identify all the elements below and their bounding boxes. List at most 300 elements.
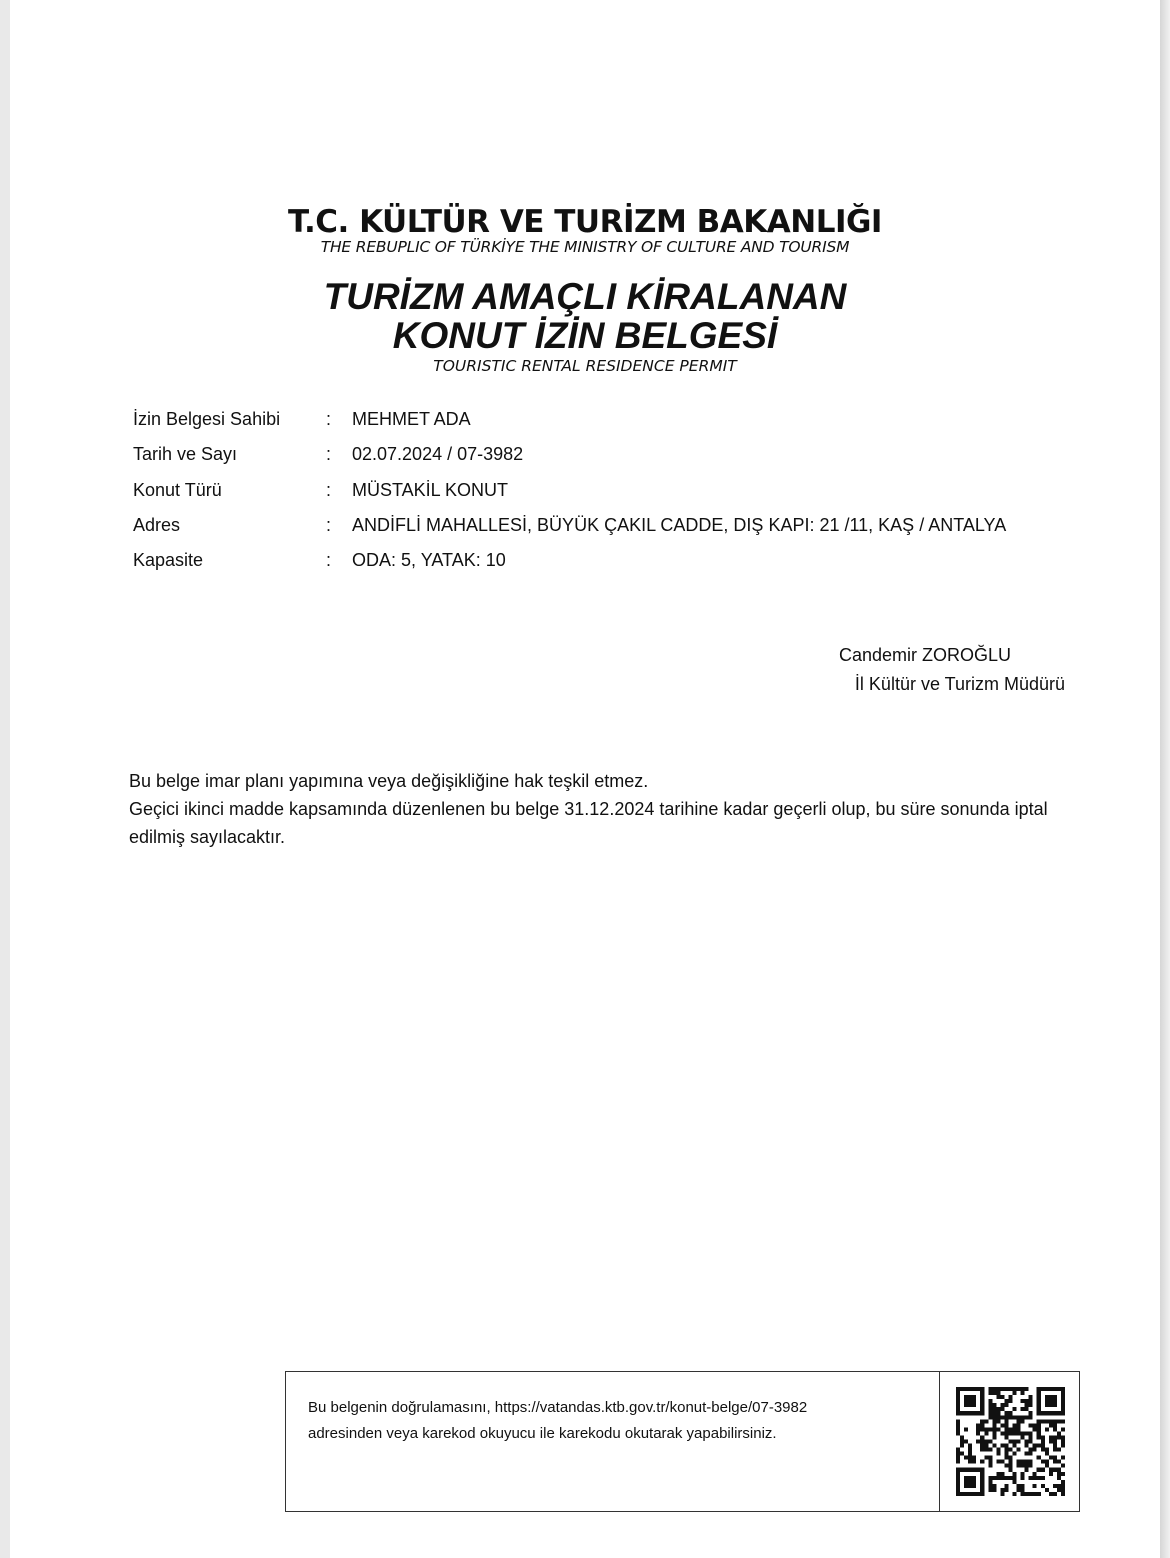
qr-module	[1053, 1399, 1057, 1403]
qr-module	[956, 1423, 960, 1427]
qr-module	[996, 1452, 1000, 1456]
qr-module	[968, 1399, 972, 1403]
qr-module	[1017, 1460, 1021, 1464]
qr-module	[992, 1407, 996, 1411]
qr-module	[964, 1484, 968, 1488]
qr-module	[1013, 1476, 1017, 1480]
qr-module	[956, 1411, 960, 1415]
qr-module	[980, 1419, 984, 1423]
qr-module	[988, 1399, 992, 1403]
qr-module	[1061, 1480, 1065, 1484]
qr-module	[1061, 1399, 1065, 1403]
qr-module	[1061, 1403, 1065, 1407]
qr-module	[992, 1419, 996, 1423]
document-title-english: TOURISTIC RENTAL RESIDENCE PERMIT	[433, 357, 737, 375]
qr-module	[1025, 1444, 1029, 1448]
qr-module	[992, 1411, 996, 1415]
qr-module	[1004, 1387, 1008, 1391]
qr-module	[980, 1411, 984, 1415]
qr-module	[964, 1403, 968, 1407]
qr-module	[988, 1488, 992, 1492]
qr-module	[1029, 1492, 1033, 1496]
qr-module	[1021, 1460, 1025, 1464]
qr-module	[1061, 1472, 1065, 1476]
qr-module	[1045, 1387, 1049, 1391]
qr-module	[1000, 1472, 1004, 1476]
qr-module	[1057, 1431, 1061, 1435]
qr-module	[960, 1468, 964, 1472]
qr-module	[992, 1444, 996, 1448]
qr-module	[1008, 1460, 1012, 1464]
qr-module	[956, 1448, 960, 1452]
qr-module	[992, 1488, 996, 1492]
qr-module	[996, 1395, 1000, 1399]
qr-module	[960, 1411, 964, 1415]
qr-module	[1004, 1427, 1008, 1431]
verification-box	[285, 1371, 1080, 1512]
qr-module	[972, 1484, 976, 1488]
qr-module	[1017, 1484, 1021, 1488]
qr-module	[1041, 1439, 1045, 1443]
qr-module	[1000, 1444, 1004, 1448]
qr-module	[1061, 1492, 1065, 1496]
qr-module	[980, 1484, 984, 1488]
qr-module	[956, 1476, 960, 1480]
qr-module	[992, 1427, 996, 1431]
qr-module	[1033, 1423, 1037, 1427]
qr-module	[1008, 1395, 1012, 1399]
qr-module	[1025, 1407, 1029, 1411]
qr-module	[988, 1427, 992, 1431]
qr-module	[972, 1411, 976, 1415]
ministry-name-english: THE REBUPLIC OF TÜRKİYE THE MINISTRY OF CULTURE AND TOURISM	[320, 238, 850, 256]
qr-module	[996, 1411, 1000, 1415]
qr-module	[1029, 1423, 1033, 1427]
qr-module	[980, 1492, 984, 1496]
qr-module	[1029, 1403, 1033, 1407]
qr-module	[1029, 1460, 1033, 1464]
qr-module	[980, 1439, 984, 1443]
qr-module	[968, 1411, 972, 1415]
qr-module	[1013, 1427, 1017, 1431]
qr-module	[1041, 1484, 1045, 1488]
qr-module	[976, 1387, 980, 1391]
qr-module	[1033, 1492, 1037, 1496]
qr-module	[1017, 1419, 1021, 1423]
qr-module	[964, 1387, 968, 1391]
field-value: 02.07.2024 / 07-3982	[352, 444, 524, 464]
qr-module	[1013, 1407, 1017, 1411]
qr-module	[976, 1411, 980, 1415]
qr-module	[1004, 1476, 1008, 1480]
field-value: MEHMET ADA	[352, 409, 471, 429]
field-label: İzin Belgesi Sahibi	[133, 409, 281, 429]
qr-module	[1021, 1391, 1025, 1395]
qr-module	[972, 1476, 976, 1480]
qr-module	[1021, 1464, 1025, 1468]
qr-module	[1041, 1448, 1045, 1452]
qr-module	[1008, 1456, 1012, 1460]
qr-module	[1029, 1411, 1033, 1415]
qr-module	[1029, 1439, 1033, 1443]
qr-module	[1000, 1476, 1004, 1480]
qr-module	[996, 1448, 1000, 1452]
qr-module	[1053, 1423, 1057, 1427]
qr-module	[968, 1444, 972, 1448]
qr-module	[980, 1387, 984, 1391]
qr-module	[972, 1468, 976, 1472]
qr-module	[1049, 1439, 1053, 1443]
qr-module	[968, 1480, 972, 1484]
qr-module	[1041, 1419, 1045, 1423]
qr-module	[1008, 1464, 1012, 1468]
field-colon: :	[326, 409, 332, 429]
qr-module	[980, 1448, 984, 1452]
qr-module	[1033, 1427, 1037, 1431]
qr-module	[956, 1391, 960, 1395]
qr-module	[984, 1456, 988, 1460]
qr-module	[1025, 1387, 1029, 1391]
qr-module	[1013, 1444, 1017, 1448]
qr-module	[1029, 1464, 1033, 1468]
qr-module	[1037, 1431, 1041, 1435]
qr-module	[1037, 1456, 1041, 1460]
qr-module	[980, 1427, 984, 1431]
qr-module	[1000, 1431, 1004, 1435]
field-colon: :	[326, 480, 332, 500]
qr-module	[1025, 1399, 1029, 1403]
qr-module	[972, 1403, 976, 1407]
qr-module	[1057, 1488, 1061, 1492]
qr-module	[988, 1448, 992, 1452]
qr-module	[996, 1391, 1000, 1395]
qr-module	[964, 1395, 968, 1399]
qr-module	[1013, 1472, 1017, 1476]
qr-module	[960, 1439, 964, 1443]
qr-module	[1045, 1399, 1049, 1403]
qr-module	[1017, 1387, 1021, 1391]
qr-module	[1008, 1427, 1012, 1431]
qr-module	[1057, 1472, 1061, 1476]
qr-module	[1017, 1431, 1021, 1435]
qr-module	[984, 1439, 988, 1443]
qr-module	[980, 1435, 984, 1439]
qr-module	[988, 1456, 992, 1460]
qr-module	[1000, 1415, 1004, 1419]
qr-module	[996, 1427, 1000, 1431]
qr-module	[1057, 1476, 1061, 1480]
qr-module	[980, 1488, 984, 1492]
qr-module	[956, 1484, 960, 1488]
signatory-name: Candemir ZOROĞLU	[838, 645, 1012, 665]
qr-module	[976, 1431, 980, 1435]
qr-module	[1025, 1431, 1029, 1435]
qr-module	[1061, 1444, 1065, 1448]
qr-module	[1037, 1391, 1041, 1395]
qr-module	[1000, 1407, 1004, 1411]
qr-module	[1025, 1468, 1029, 1472]
field-value: MÜSTAKİL KONUT	[352, 480, 509, 500]
qr-module	[1049, 1411, 1053, 1415]
qr-module	[992, 1391, 996, 1395]
qr-module	[1053, 1395, 1057, 1399]
qr-module	[1004, 1399, 1008, 1403]
qr-module	[1017, 1488, 1021, 1492]
qr-module	[956, 1468, 960, 1472]
qr-module	[1004, 1431, 1008, 1435]
qr-module	[1021, 1492, 1025, 1496]
qr-module	[1021, 1419, 1025, 1423]
qr-module	[1045, 1452, 1049, 1456]
qr-module	[1017, 1439, 1021, 1443]
qr-module	[1021, 1435, 1025, 1439]
qr-module	[1013, 1452, 1017, 1456]
qr-module	[1049, 1403, 1053, 1407]
qr-module	[1008, 1415, 1012, 1419]
qr-module	[964, 1476, 968, 1480]
qr-module	[996, 1460, 1000, 1464]
field-label: Tarih ve Sayı	[133, 444, 238, 464]
qr-module	[1057, 1411, 1061, 1415]
qr-module	[1037, 1492, 1041, 1496]
qr-module	[1049, 1472, 1053, 1476]
qr-module	[1008, 1431, 1012, 1435]
qr-module	[1049, 1492, 1053, 1496]
qr-module	[1045, 1419, 1049, 1423]
qr-module	[1053, 1456, 1057, 1460]
document-title-line-2: KONUT İZİN BELGESİ	[392, 315, 778, 356]
qr-module	[980, 1403, 984, 1407]
qr-module	[1013, 1423, 1017, 1427]
qr-module	[1021, 1476, 1025, 1480]
qr-module	[996, 1472, 1000, 1476]
qr-module	[1053, 1468, 1057, 1472]
qr-module	[996, 1387, 1000, 1391]
qr-module	[1033, 1448, 1037, 1452]
qr-module	[1049, 1387, 1053, 1391]
ministry-name: T.C. KÜLTÜR VE TURİZM BAKANLIĞI	[288, 204, 882, 240]
qr-module	[1004, 1435, 1008, 1439]
qr-module	[1021, 1472, 1025, 1476]
qr-module	[976, 1468, 980, 1472]
qr-module	[1029, 1399, 1033, 1403]
qr-module	[988, 1391, 992, 1395]
qr-module	[1045, 1403, 1049, 1407]
qr-module	[956, 1472, 960, 1476]
qr-module	[972, 1387, 976, 1391]
qr-module	[984, 1431, 988, 1435]
qr-module	[988, 1411, 992, 1415]
qr-module	[960, 1444, 964, 1448]
qr-module	[980, 1480, 984, 1484]
qr-module	[1025, 1464, 1029, 1468]
qr-module	[964, 1427, 968, 1431]
qr-module	[1061, 1411, 1065, 1415]
qr-module	[984, 1444, 988, 1448]
qr-module	[1041, 1387, 1045, 1391]
qr-module	[972, 1460, 976, 1464]
note-validity: Geçici ikinci madde kapsamında düzenlenen bu belge 31.12.2024 tarihine kadar geçerli olup, bu süre sonunda iptal edilmiş sayılacaktır.	[129, 799, 1048, 847]
qr-module	[1025, 1439, 1029, 1443]
qr-module	[1033, 1472, 1037, 1476]
qr-module	[1037, 1427, 1041, 1431]
qr-module	[972, 1480, 976, 1484]
qr-module	[1053, 1444, 1057, 1448]
qr-module	[1021, 1387, 1025, 1391]
qr-module	[1053, 1403, 1057, 1407]
qr-module	[1049, 1395, 1053, 1399]
qr-module	[988, 1407, 992, 1411]
qr-module	[1004, 1444, 1008, 1448]
qr-module	[1041, 1411, 1045, 1415]
qr-module	[976, 1439, 980, 1443]
qr-module	[968, 1468, 972, 1472]
qr-module	[1057, 1387, 1061, 1391]
qr-module	[1017, 1427, 1021, 1431]
qr-module	[1000, 1403, 1004, 1407]
qr-module	[1061, 1435, 1065, 1439]
qr-module	[988, 1484, 992, 1488]
qr-module	[1021, 1407, 1025, 1411]
qr-module	[968, 1448, 972, 1452]
qr-module	[992, 1423, 996, 1427]
qr-module	[1004, 1452, 1008, 1456]
qr-module	[984, 1419, 988, 1423]
qr-module	[980, 1399, 984, 1403]
qr-module	[968, 1403, 972, 1407]
qr-module	[972, 1492, 976, 1496]
qr-module	[996, 1407, 1000, 1411]
signatory-title: İl Kültür ve Turizm Müdürü	[854, 674, 1065, 694]
qr-module	[1004, 1484, 1008, 1488]
qr-module	[972, 1395, 976, 1399]
qr-module	[1029, 1395, 1033, 1399]
qr-module	[1037, 1399, 1041, 1403]
qr-module	[1037, 1444, 1041, 1448]
qr-module	[1025, 1460, 1029, 1464]
qr-module	[1029, 1452, 1033, 1456]
qr-module	[1017, 1464, 1021, 1468]
qr-module	[972, 1456, 976, 1460]
qr-module	[988, 1464, 992, 1468]
qr-module	[976, 1427, 980, 1431]
qr-module	[988, 1480, 992, 1484]
qr-module	[972, 1399, 976, 1403]
page-edge-shadow	[1160, 0, 1170, 1558]
qr-module	[1004, 1456, 1008, 1460]
qr-module	[1037, 1476, 1041, 1480]
qr-module	[968, 1484, 972, 1488]
qr-module	[996, 1476, 1000, 1480]
qr-module	[1053, 1411, 1057, 1415]
qr-module	[956, 1427, 960, 1431]
qr-module	[1025, 1403, 1029, 1407]
qr-module	[956, 1431, 960, 1435]
qr-module	[1057, 1460, 1061, 1464]
qr-module	[1037, 1419, 1041, 1423]
verification-divider	[939, 1372, 940, 1511]
qr-module	[1037, 1407, 1041, 1411]
qr-module	[1004, 1464, 1008, 1468]
qr-module	[1008, 1387, 1012, 1391]
field-colon: :	[326, 515, 332, 535]
qr-module	[956, 1456, 960, 1460]
qr-module	[968, 1395, 972, 1399]
qr-module	[1061, 1484, 1065, 1488]
field-value: ODA: 5, YATAK: 10	[352, 550, 506, 570]
field-label: Kapasite	[133, 550, 204, 570]
qr-module	[1013, 1391, 1017, 1395]
qr-module	[1049, 1419, 1053, 1423]
qr-module	[1033, 1444, 1037, 1448]
qr-module	[960, 1435, 964, 1439]
qr-module	[968, 1387, 972, 1391]
qr-module	[992, 1476, 996, 1480]
qr-module	[968, 1492, 972, 1496]
qr-module	[1017, 1415, 1021, 1419]
qr-module	[1061, 1395, 1065, 1399]
qr-module	[1061, 1456, 1065, 1460]
qr-code-icon[interactable]	[956, 1387, 1065, 1496]
qr-module	[1008, 1476, 1012, 1480]
qr-module	[1004, 1488, 1008, 1492]
qr-module	[996, 1415, 1000, 1419]
qr-module	[1021, 1415, 1025, 1419]
qr-module	[1004, 1423, 1008, 1427]
qr-module	[1037, 1411, 1041, 1415]
qr-module	[1061, 1488, 1065, 1492]
qr-module	[1008, 1399, 1012, 1403]
qr-module	[960, 1387, 964, 1391]
qr-module	[1037, 1387, 1041, 1391]
qr-module	[1053, 1492, 1057, 1496]
qr-module	[1021, 1399, 1025, 1403]
qr-module	[1045, 1460, 1049, 1464]
qr-module	[1029, 1415, 1033, 1419]
qr-module	[968, 1456, 972, 1460]
qr-module	[1053, 1435, 1057, 1439]
qr-module	[1021, 1431, 1025, 1435]
qr-module	[964, 1399, 968, 1403]
qr-module	[1025, 1452, 1029, 1456]
qr-module	[1004, 1448, 1008, 1452]
qr-module	[960, 1492, 964, 1496]
qr-module	[1013, 1439, 1017, 1443]
qr-module	[1053, 1448, 1057, 1452]
qr-module	[1029, 1448, 1033, 1452]
qr-module	[1033, 1484, 1037, 1488]
verification-text	[308, 1395, 928, 1447]
qr-module	[1057, 1448, 1061, 1452]
qr-module	[1041, 1444, 1045, 1448]
qr-module	[1008, 1439, 1012, 1443]
qr-module	[1017, 1448, 1021, 1452]
qr-module	[1008, 1468, 1012, 1472]
qr-module	[996, 1419, 1000, 1423]
qr-module	[1013, 1387, 1017, 1391]
qr-module	[1049, 1435, 1053, 1439]
qr-module	[956, 1387, 960, 1391]
qr-module	[1053, 1419, 1057, 1423]
qr-module	[1057, 1468, 1061, 1472]
qr-module	[956, 1452, 960, 1456]
qr-module	[1049, 1456, 1053, 1460]
field-label: Adres	[133, 515, 181, 535]
qr-module	[1045, 1448, 1049, 1452]
qr-module	[988, 1460, 992, 1464]
qr-module	[980, 1407, 984, 1411]
qr-module	[1000, 1492, 1004, 1496]
